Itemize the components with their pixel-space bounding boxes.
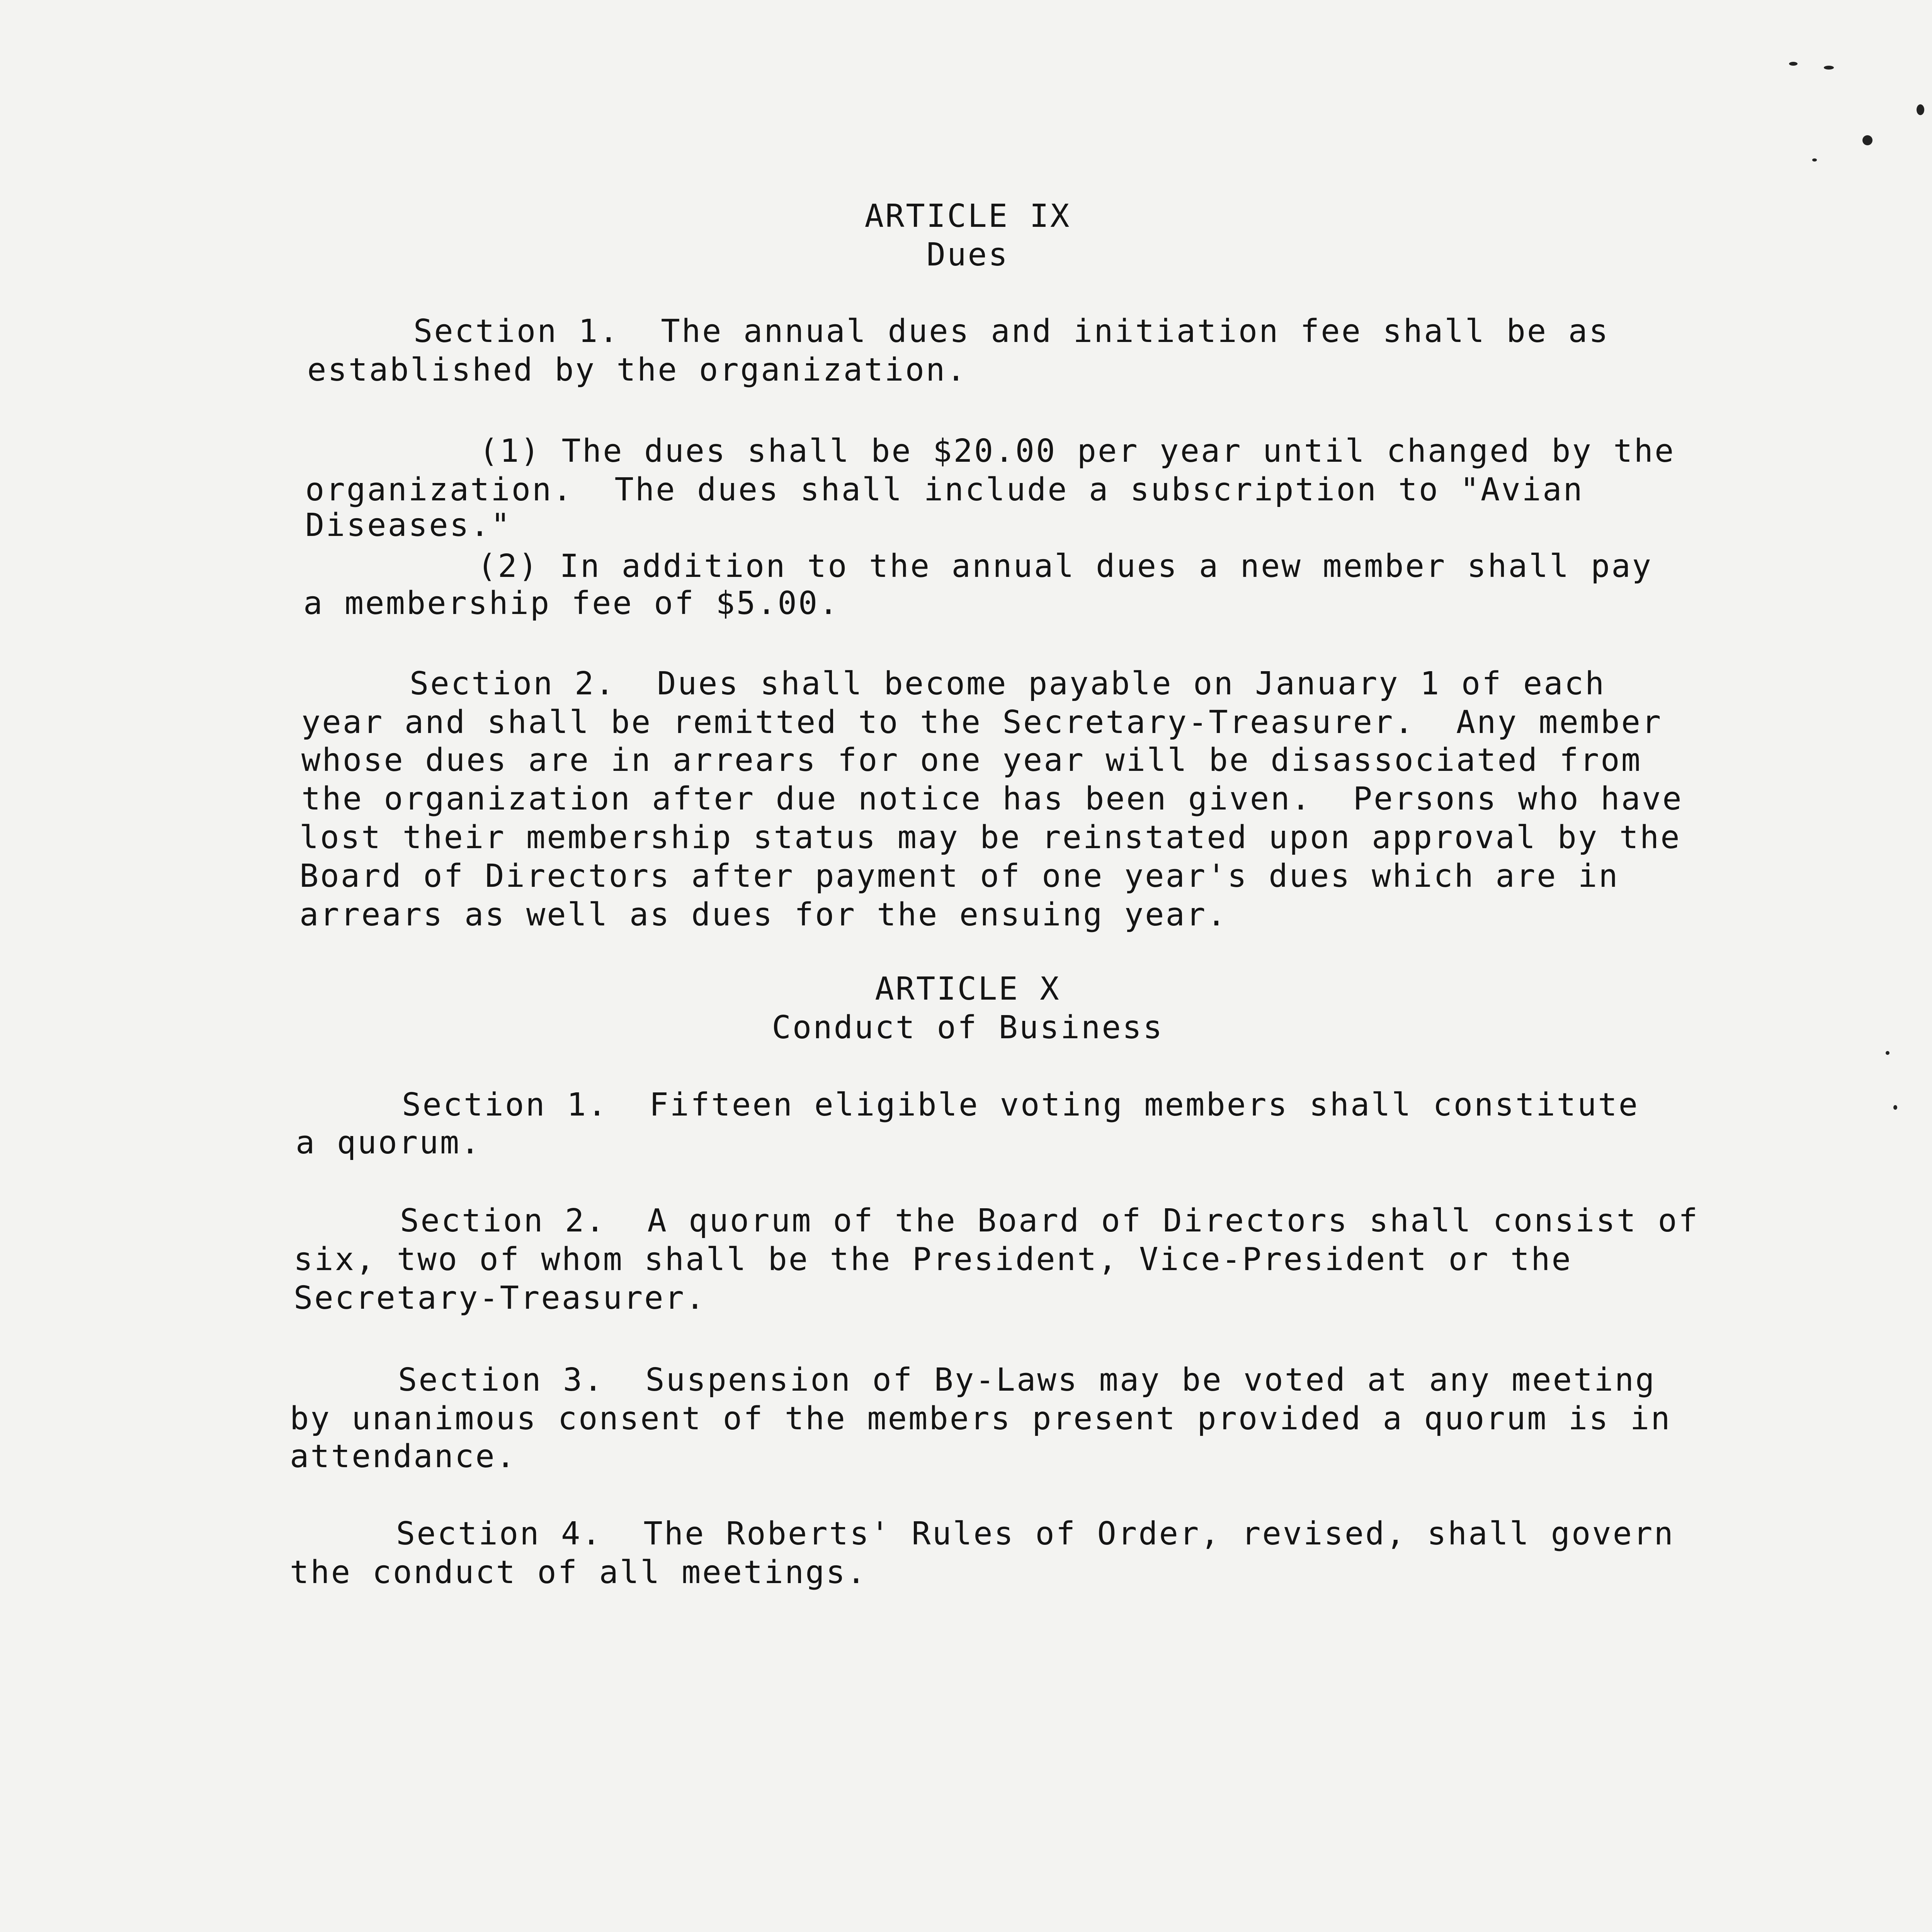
text-line: Diseases." [305,507,512,544]
text-line: six, two of whom shall be the President, Vice-President or the [294,1241,1572,1278]
text-line: established by the organization. [307,352,967,388]
text-line: (2) In addition to the annual dues a new member shall pay [477,548,1653,585]
text-line: arrears as well as dues for the ensuing year. [299,896,1228,933]
text-line: organization. The dues shall include a subscription to "Avian [305,471,1584,508]
text-line: Section 2. Dues shall become payable on January 1 of each [410,665,1606,702]
article-x-heading: ARTICLE X [875,971,1061,1007]
text-line: Section 1. Fifteen eligible voting members shall constitute [402,1087,1639,1123]
scan-speck [1812,158,1817,162]
text-line: Secretary-Treasurer. [294,1280,706,1316]
scan-speck [1789,62,1798,66]
text-line: Board of Directors after payment of one year's dues which are in [299,858,1619,895]
scan-speck [1917,104,1924,115]
text-line: whose dues are in arrears for one year will be disassociated from [301,742,1642,779]
text-line: the organization after due notice has been given. Persons who have [301,781,1683,817]
text-line: attendance. [290,1438,517,1475]
text-line: Section 2. A quorum of the Board of Directors shall consist of [400,1202,1699,1239]
text-line: a quorum. [296,1124,481,1161]
text-line: by unanimous consent of the members present provided a quorum is in [290,1400,1672,1437]
text-line: Section 1. The annual dues and initiation fee shall be as [413,313,1610,350]
scan-speck [1862,135,1872,145]
scan-speck [1893,1105,1897,1110]
scan-speck [1824,66,1834,70]
scan-speck [1886,1051,1889,1055]
article-ix-subheading: Dues [926,236,1009,273]
text-line: lost their membership status may be reinstated upon approval by the [299,819,1681,856]
text-line: Section 4. The Roberts' Rules of Order, revised, shall govern [396,1515,1675,1552]
text-line: a membership fee of $5.00. [303,585,840,622]
text-line: (1) The dues shall be $20.00 per year until changed by the [479,433,1675,469]
text-line: Section 3. Suspension of By-Laws may be voted at any meeting [398,1362,1656,1398]
article-ix-heading: ARTICLE IX [864,198,1071,235]
text-line: year and shall be remitted to the Secretary-Treasurer. Any member [301,704,1663,741]
article-x-subheading: Conduct of Business [772,1009,1164,1046]
text-line: the conduct of all meetings. [290,1554,867,1591]
